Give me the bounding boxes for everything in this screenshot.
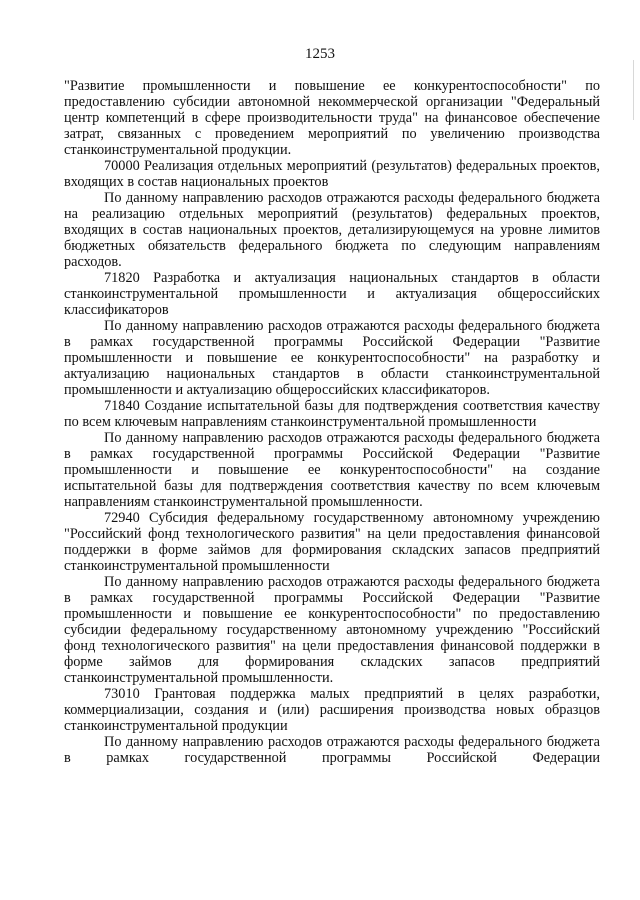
paragraph-code-70000: 70000 Реализация отдельных мероприятий (результатов) федеральных проектов, входящих в состав национальных проектов bbox=[64, 158, 600, 190]
scan-edge-mark bbox=[633, 60, 634, 120]
paragraph-description: По данному направлению расходов отражаются расходы федерального бюджета в рамках государственной программы Российской Федерации "Развитие промышленности и повышение ее конкурентоспособности" на разработку и актуализацию национальных стандартов в области станкоинструментальной промышленности и актуализацию общероссийских классификаторов. bbox=[64, 318, 600, 398]
paragraph-description: По данному направлению расходов отражаются расходы федерального бюджета в рамках государственной программы Российской Федерации "Развитие промышленности и повышение ее конкурентоспособности" на создание испытательной базы для подтверждения соответствия качеству по всем ключевым направлениям станкоинструментальной промышленности. bbox=[64, 430, 600, 510]
paragraph-code-71820: 71820 Разработка и актуализация национальных стандартов в области станкоинструментальной промышленности и актуализация общероссийских классификаторов bbox=[64, 270, 600, 318]
page-number: 1253 bbox=[305, 46, 335, 62]
paragraph-description-continued: По данному направлению расходов отражаются расходы федерального бюджета в рамках государственной программы Российской Федерации bbox=[64, 734, 600, 766]
document-body bbox=[64, 78, 600, 766]
paragraph-continuation: "Развитие промышленности и повышение ее конкурентоспособности" по предоставлению субсидии автономной некоммерческой организации "Федеральный центр компетенций в сфере производительности труда" на финансовое обеспечение затрат, связанных с проведением мероприятий по увеличению производства станкоинструментальной продукции. bbox=[64, 78, 600, 158]
paragraph-description: По данному направлению расходов отражаются расходы федерального бюджета на реализацию отдельных мероприятий (результатов) федеральных проектов, входящих в состав национальных проектов, детализирующемуся на уровне лимитов бюджетных обязательств федерального бюджета по следующим направлениям расходов. bbox=[64, 190, 600, 270]
paragraph-code-72940: 72940 Субсидия федеральному государственному автономному учреждению "Российский фонд технологического развития" на цели предоставления финансовой поддержки в форме займов для формирования складских запасов предприятий станкоинструментальной промышленности bbox=[64, 510, 600, 574]
paragraph-code-71840: 71840 Создание испытательной базы для подтверждения соответствия качеству по всем ключевым направлениям станкоинструментальной промышленности bbox=[64, 398, 600, 430]
paragraph-description: По данному направлению расходов отражаются расходы федерального бюджета в рамках государственной программы Российской Федерации "Развитие промышленности и повышение ее конкурентоспособности" по предоставлению субсидии федеральному государственному автономному учреждению "Российский фонд технологического развития" на цели предоставления финансовой поддержки в форме займов для формирования складских запасов предприятий станкоинструментальной промышленности. bbox=[64, 574, 600, 686]
paragraph-code-73010: 73010 Грантовая поддержка малых предприятий в целях разработки, коммерциализации, создания и (или) расширения производства новых образцов станкоинструментальной продукции bbox=[64, 686, 600, 734]
